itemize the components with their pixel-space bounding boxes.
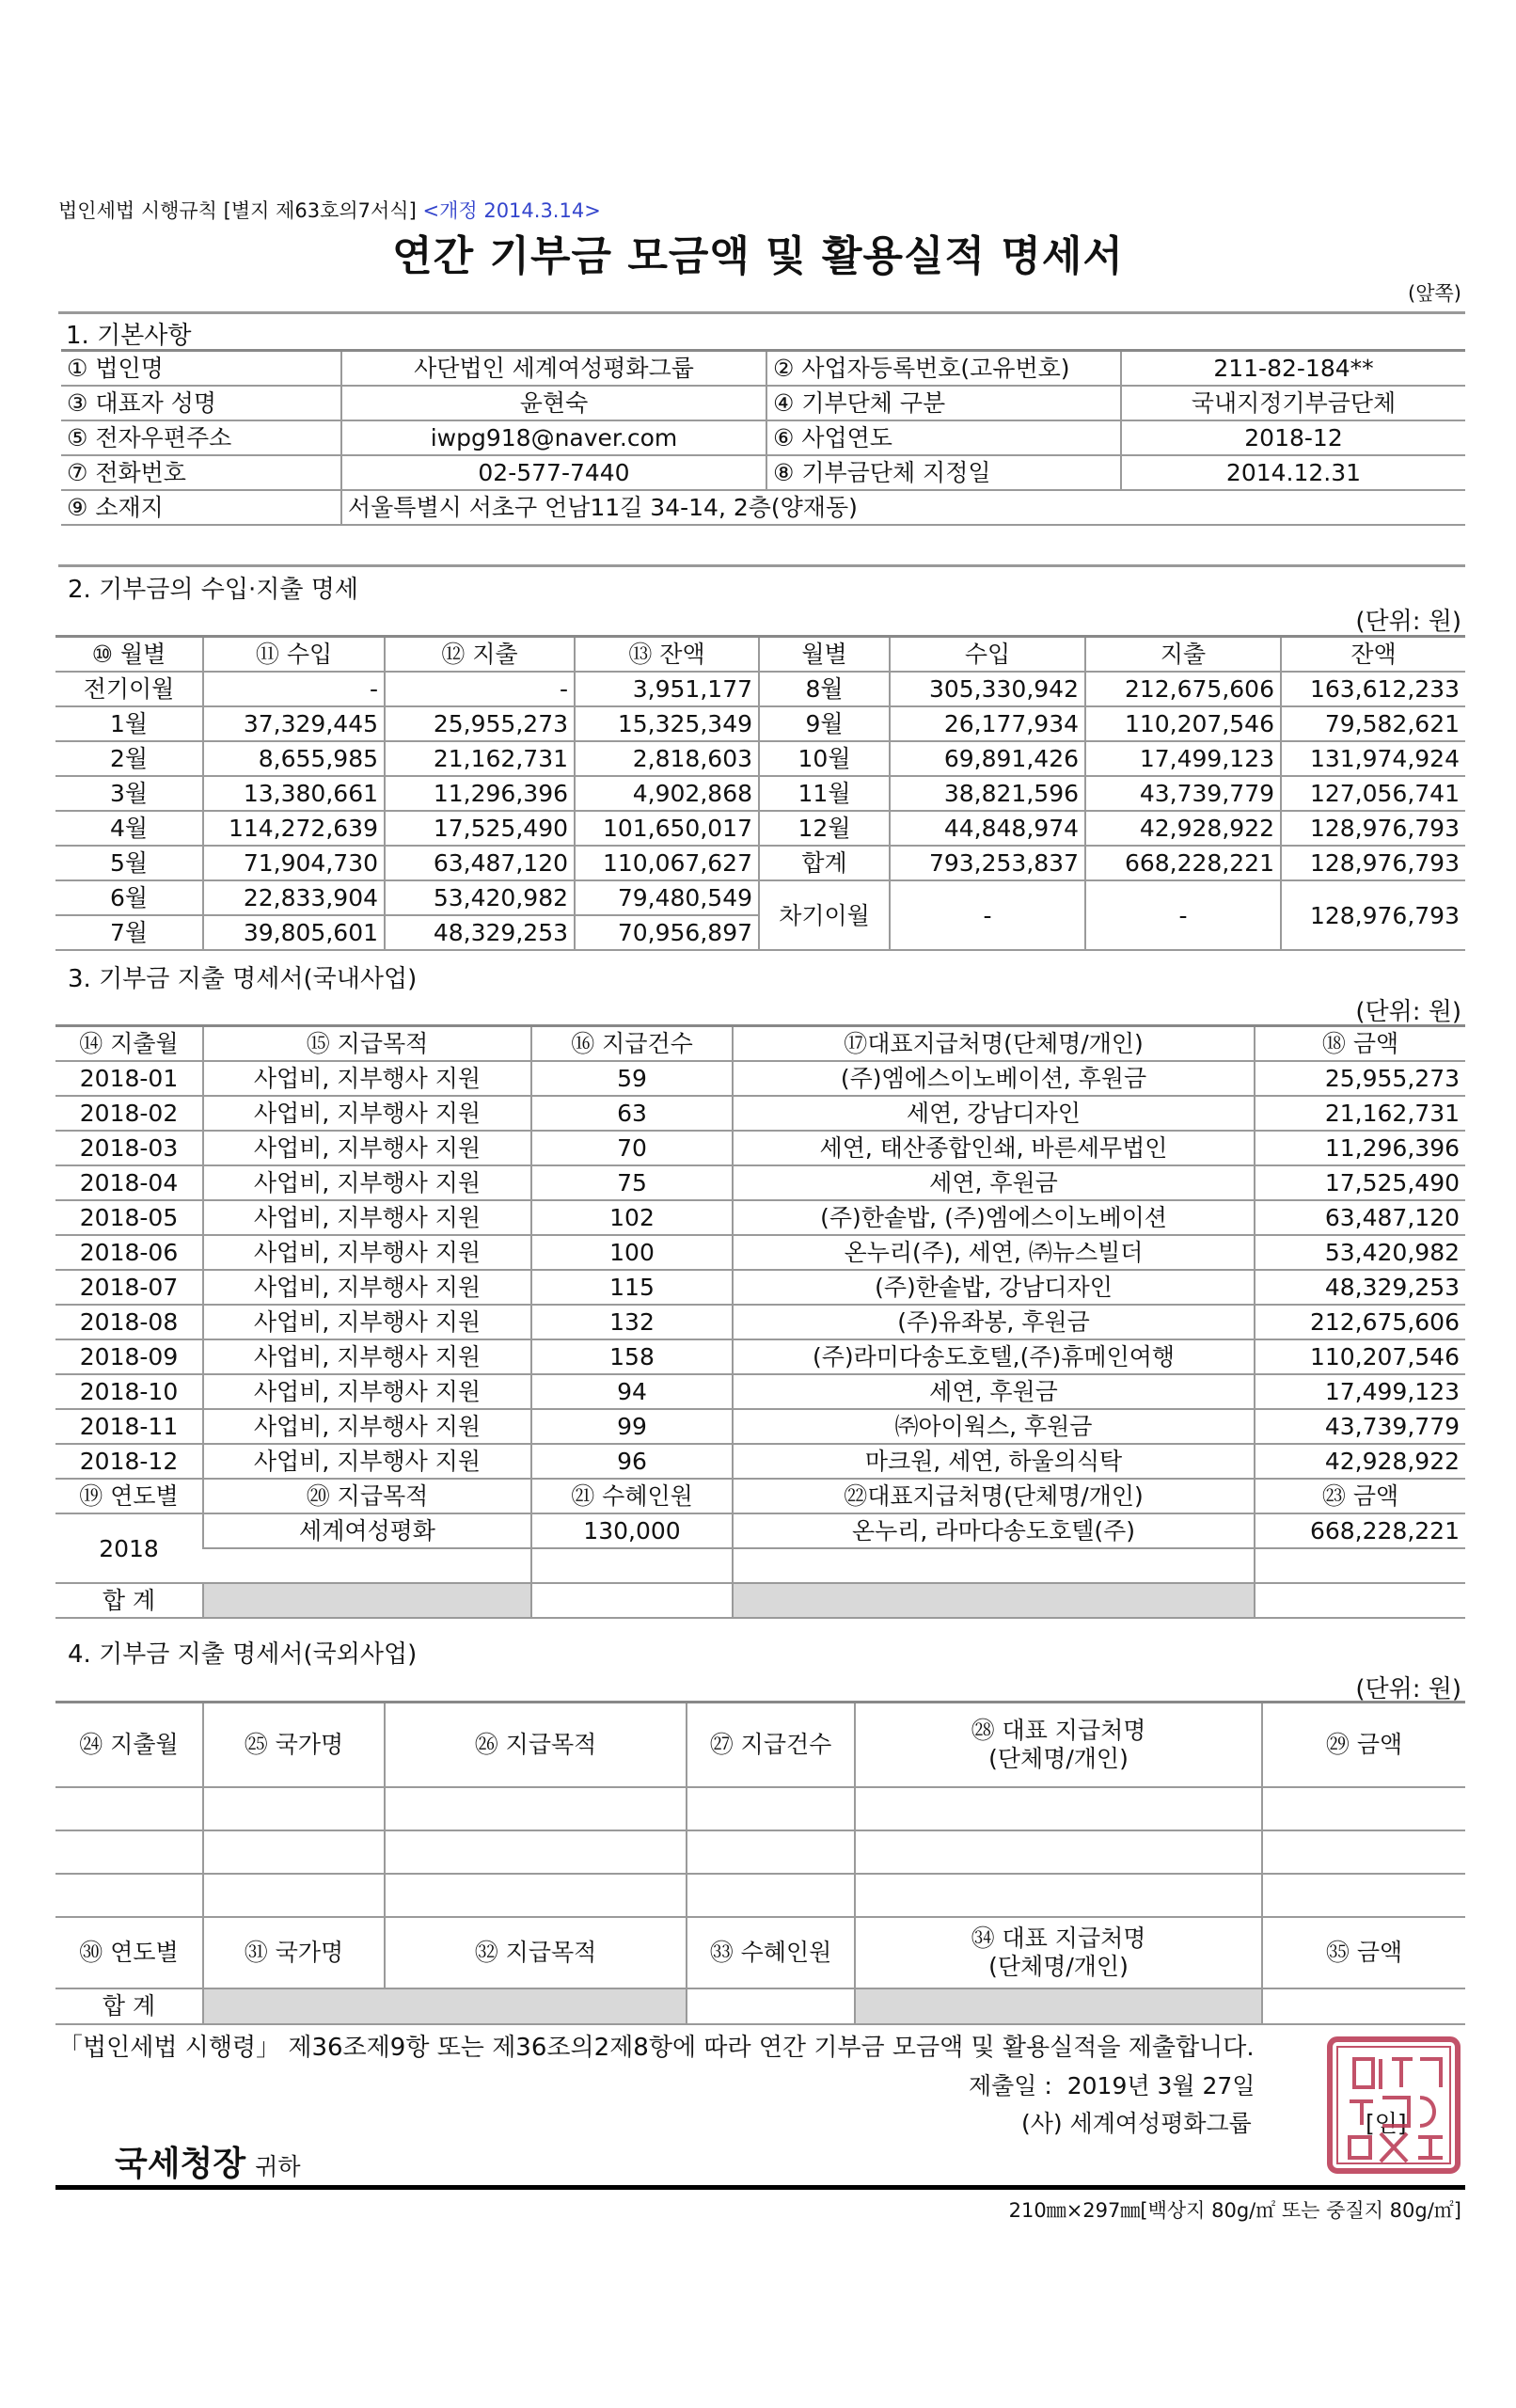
table-row [55,1409,1465,1444]
month-label: 9월 [759,706,890,741]
empty-cell [55,1830,203,1874]
amount-cell: 79,582,621 [1281,706,1465,741]
table-cell: (주)한솥밥, (주)엠에스이노베이션 [733,1200,1255,1235]
table-cell: 75 [531,1165,733,1200]
table-row [61,351,1465,387]
month-label: 6월 [55,880,203,915]
table-row [55,1026,1465,1062]
seal-mark: [인] [1366,2110,1407,2137]
table-cell: 사업비, 지부행사 지원 [203,1096,531,1131]
empty-cell [385,1830,687,1874]
unit-label: (단위: 원) [1355,1675,1461,1703]
month-label: 10월 [759,741,890,776]
table-cell: 온누리, 라마다송도호텔(주) [733,1513,1255,1548]
unit-label: (단위: 원) [1355,998,1461,1026]
month-label: 1월 [55,706,203,741]
divider [55,2185,1465,2190]
table-row [55,1096,1465,1131]
month-label: 4월 [55,811,203,846]
amount-cell: - [890,880,1085,950]
column-header [855,1917,1262,1988]
amount-cell: - [203,672,385,706]
column-header: 잔액 [1281,637,1465,673]
table-cell: 63 [531,1096,733,1131]
amount-cell: 63,487,120 [1255,1200,1465,1235]
field-label: ⑧ 기부금단체 지정일 [766,455,1121,490]
table-cell: 2018-08 [55,1305,203,1339]
column-header: ㉓ 금액 [1255,1479,1465,1513]
empty-cell [687,1830,855,1874]
table-cell: 2018-10 [55,1374,203,1409]
column-header: 월별 [759,637,890,673]
amount-cell: 25,955,273 [1255,1061,1465,1096]
table-cell: 2018-12 [55,1444,203,1479]
submitter-org: (사) 세계여성평화그룹 [1021,2110,1252,2137]
amount-cell: 110,207,546 [1255,1339,1465,1374]
column-header: ⑰대표지급처명(단체명/개인) [733,1026,1255,1062]
shaded-cell [203,1583,531,1618]
column-header: ⑬ 잔액 [575,637,759,673]
table-cell: ㈜아이웍스, 후원금 [733,1409,1255,1444]
field-value: 02-577-7440 [341,455,766,490]
column-header: ㉕ 국가명 [203,1703,385,1788]
table-row [61,420,1465,455]
amount-cell: 43,739,779 [1085,776,1281,811]
column-header: ⑱ 금액 [1255,1026,1465,1062]
amount-cell: 110,067,627 [575,846,759,880]
page-side: (앞쪽) [1408,282,1461,305]
table-row [55,1131,1465,1165]
amount-cell: 15,325,349 [575,706,759,741]
table-row [55,1235,1465,1270]
column-header: ㉛ 국가명 [203,1917,385,1988]
column-header: ㉗ 지급건수 [687,1703,855,1788]
table-cell: 2018-02 [55,1096,203,1131]
amount-cell: - [385,672,575,706]
shaded-cell [203,1988,687,2024]
month-label: 전기이월 [55,672,203,706]
amount-cell: 212,675,606 [1085,672,1281,706]
month-label: 8월 [759,672,890,706]
column-header: ㉔ 지출월 [55,1703,203,1788]
table-row [55,741,1465,776]
table-cell: 2018-11 [55,1409,203,1444]
domestic-expense-table [55,1024,1465,1619]
field-value: 211-82-184** [1121,351,1465,387]
page-title: 연간 기부금 모금액 및 활용실적 명세서 [392,232,1124,280]
table-row [55,1270,1465,1305]
table-row [55,1917,1465,1988]
empty-cell [687,1787,855,1830]
table-row [55,880,1465,915]
amount-cell: 42,928,922 [1085,811,1281,846]
column-header: 수입 [890,637,1085,673]
column-header: ⑲ 연도별 [55,1479,203,1513]
total-label: 합 계 [55,1988,203,2024]
month-label: 2월 [55,741,203,776]
table-cell: 세연, 강남디자인 [733,1096,1255,1131]
amount-cell: 163,612,233 [1281,672,1465,706]
empty-cell [385,1874,687,1917]
amount-cell: 21,162,731 [1255,1096,1465,1131]
amount-cell: 17,525,490 [385,811,575,846]
header-line: ㉞ 대표 지급처명 [971,1925,1146,1952]
empty-cell [1262,1830,1465,1874]
table-cell: 2018-09 [55,1339,203,1374]
table-cell: 70 [531,1131,733,1165]
amount-cell: 114,272,639 [203,811,385,846]
table-row [55,1787,1465,1830]
field-value: 2018-12 [1121,420,1465,455]
empty-cell [55,1787,203,1830]
month-label: 합계 [759,846,890,880]
table-cell: 세연, 태산종합인쇄, 바른세무법인 [733,1131,1255,1165]
column-header: ⑩ 월별 [55,637,203,673]
table-cell: 2018-07 [55,1270,203,1305]
table-cell: 사업비, 지부행사 지원 [203,1444,531,1479]
table-row [55,1061,1465,1096]
table-row [55,811,1465,846]
amount-cell: 668,228,221 [1085,846,1281,880]
table-row [55,1830,1465,1874]
empty-cell [687,1874,855,1917]
table-cell: 온누리(주), 세연, ㈜뉴스빌더 [733,1235,1255,1270]
amount-cell: 3,951,177 [575,672,759,706]
column-header [855,1703,1262,1788]
amount-cell: 11,296,396 [385,776,575,811]
table-cell: 99 [531,1409,733,1444]
amount-cell: 39,805,601 [203,915,385,950]
header-subline: (단체명/개인) [988,1953,1129,1980]
month-label: 5월 [55,846,203,880]
empty-cell [203,1874,385,1917]
month-label: 7월 [55,915,203,950]
empty-cell [687,1988,855,2024]
amount-cell: 4,902,868 [575,776,759,811]
table-cell: 세연, 후원금 [733,1374,1255,1409]
amount-cell: 212,675,606 [1255,1305,1465,1339]
submission-date: 제출일 : 2019년 3월 27일 [969,2072,1255,2099]
table-cell: 130,000 [531,1513,733,1548]
field-value: iwpg918@naver.com [341,420,766,455]
amount-cell: 79,480,549 [575,880,759,915]
month-label: 12월 [759,811,890,846]
column-header: ⑮ 지급목적 [203,1026,531,1062]
form-regulation: 법인세법 시행규칙 [별지 제63호의7서식] <개정 2014.3.14> [58,199,601,222]
table-row [55,706,1465,741]
table-cell: 115 [531,1270,733,1305]
amount-cell: 17,525,490 [1255,1165,1465,1200]
table-row [55,846,1465,880]
amount-cell: 44,848,974 [890,811,1085,846]
amount-cell: 63,487,120 [385,846,575,880]
empty-cell [855,1874,1262,1917]
amount-cell: 70,956,897 [575,915,759,950]
table-cell: (주)라미다송도호텔,(주)휴메인여행 [733,1339,1255,1374]
table-cell: 2018-03 [55,1131,203,1165]
table-row [55,1548,1465,1583]
shaded-cell [733,1583,1255,1618]
recipient: 국세청장 귀하 [115,2145,301,2183]
amount-cell: 43,739,779 [1255,1409,1465,1444]
column-header: 지출 [1085,637,1281,673]
table-row [61,455,1465,490]
table-cell: 사업비, 지부행사 지원 [203,1409,531,1444]
amount-cell: 2,818,603 [575,741,759,776]
empty-cell [531,1548,733,1583]
column-header: ⑳ 지급목적 [203,1479,531,1513]
table-cell: 2018-01 [55,1061,203,1096]
table-cell: 59 [531,1061,733,1096]
amount-cell: 110,207,546 [1085,706,1281,741]
unit-label: (단위: 원) [1355,608,1461,636]
table-cell: 96 [531,1444,733,1479]
total-label: 합 계 [55,1583,203,1618]
empty-cell [855,1787,1262,1830]
table-row [55,1200,1465,1235]
amount-cell: 128,976,793 [1281,880,1465,950]
table-cell: (주)유좌봉, 후원금 [733,1305,1255,1339]
amount-cell: 11,296,396 [1255,1131,1465,1165]
empty-cell [203,1548,531,1583]
table-cell: 100 [531,1235,733,1270]
table-cell: 2018-04 [55,1165,203,1200]
section-overseas-title: 4. 기부금 지출 명세서(국외사업) [68,1640,418,1669]
amount-cell: 69,891,426 [890,741,1085,776]
amount-cell: 48,329,253 [385,915,575,950]
amount-cell: 127,056,741 [1281,776,1465,811]
column-header: ㉜ 지급목적 [385,1917,687,1988]
divider [58,311,1465,314]
amount-cell: 71,904,730 [203,846,385,880]
amount-cell: 48,329,253 [1255,1270,1465,1305]
table-cell: (주)한솥밥, 강남디자인 [733,1270,1255,1305]
divider [58,564,1465,567]
empty-cell [1262,1988,1465,2024]
amount-cell: 131,974,924 [1281,741,1465,776]
table-cell: 세계여성평화 [203,1513,531,1548]
empty-cell [531,1583,733,1618]
column-header: ㉝ 수혜인원 [687,1917,855,1988]
table-row [55,1874,1465,1917]
empty-cell [203,1830,385,1874]
official-seal-stamp [1326,2036,1461,2175]
table-row [55,1479,1465,1513]
field-value: 윤현숙 [341,386,766,420]
month-label: 11월 [759,776,890,811]
paper-spec: 210㎜×297㎜[백상지 80g/㎡ 또는 중질지 80g/㎡] [1008,2199,1461,2222]
column-header: ㉒대표지급처명(단체명/개인) [733,1479,1255,1513]
table-cell: 사업비, 지부행사 지원 [203,1339,531,1374]
month-label: 차기이월 [759,880,890,950]
empty-cell [733,1548,1255,1583]
empty-cell [55,1874,203,1917]
empty-cell [203,1787,385,1830]
column-header: ⑪ 수입 [203,637,385,673]
amount-cell: 22,833,904 [203,880,385,915]
table-row [55,1339,1465,1374]
amount-cell: 101,650,017 [575,811,759,846]
empty-cell [1255,1548,1465,1583]
field-label: ⑦ 전화번호 [61,455,341,490]
column-header: ⑯ 지급건수 [531,1026,733,1062]
column-header: ㉑ 수혜인원 [531,1479,733,1513]
table-cell: 사업비, 지부행사 지원 [203,1270,531,1305]
column-header: ㉙ 금액 [1262,1703,1465,1788]
section-domestic-title: 3. 기부금 지출 명세서(국내사업) [68,965,418,993]
table-row [55,1374,1465,1409]
amount-cell: 13,380,661 [203,776,385,811]
table-cell: 132 [531,1305,733,1339]
amount-cell: 793,253,837 [890,846,1085,880]
table-cell: 사업비, 지부행사 지원 [203,1061,531,1096]
amount-cell: 38,821,596 [890,776,1085,811]
table-row [55,672,1465,706]
table-row [55,1305,1465,1339]
table-cell: 94 [531,1374,733,1409]
table-cell: 102 [531,1200,733,1235]
empty-cell [385,1787,687,1830]
table-cell: 사업비, 지부행사 지원 [203,1200,531,1235]
table-cell: 668,228,221 [1255,1513,1465,1548]
basic-info-table [61,349,1465,526]
amount-cell: 17,499,123 [1085,741,1281,776]
address-value: 서울특별시 서초구 언남11길 34-14, 2층(양재동) [341,490,1465,525]
table-cell: 사업비, 지부행사 지원 [203,1165,531,1200]
revision-note: <개정 2014.3.14> [422,199,601,222]
field-label: ⑨ 소재지 [61,490,341,525]
table-cell: 사업비, 지부행사 지원 [203,1131,531,1165]
table-row [55,1583,1465,1618]
table-row [55,1513,1465,1548]
year-label: 2018 [55,1513,203,1583]
table-cell: 사업비, 지부행사 지원 [203,1235,531,1270]
field-label: ⑥ 사업연도 [766,420,1121,455]
field-label: ② 사업자등록번호(고유번호) [766,351,1121,387]
column-header: ⑭ 지출월 [55,1026,203,1062]
table-row [55,776,1465,811]
column-header: ㉚ 연도별 [55,1917,203,1988]
table-row [55,1988,1465,2024]
amount-cell: 53,420,982 [385,880,575,915]
table-row [55,1703,1465,1788]
table-row [55,1444,1465,1479]
empty-cell [1255,1583,1465,1618]
empty-cell [855,1830,1262,1874]
table-cell: 2018-05 [55,1200,203,1235]
table-row [61,386,1465,420]
table-cell: 158 [531,1339,733,1374]
field-label: ④ 기부단체 구분 [766,386,1121,420]
amount-cell: 53,420,982 [1255,1235,1465,1270]
monthly-income-expense-table [55,635,1465,951]
field-label: ⑤ 전자우편주소 [61,420,341,455]
amount-cell: 305,330,942 [890,672,1085,706]
table-row [61,490,1465,525]
amount-cell: - [1085,880,1281,950]
section-monthly-title: 2. 기부금의 수입·지출 명세 [68,576,359,604]
header-subline: (단체명/개인) [988,1745,1129,1772]
table-cell: 사업비, 지부행사 지원 [203,1374,531,1409]
amount-cell: 128,976,793 [1281,846,1465,880]
table-cell: 2018-06 [55,1235,203,1270]
field-value: 국내지정기부금단체 [1121,386,1465,420]
amount-cell: 17,499,123 [1255,1374,1465,1409]
table-cell: (주)엠에스이노베이션, 후원금 [733,1061,1255,1096]
column-header: ㉖ 지급목적 [385,1703,687,1788]
amount-cell: 37,329,445 [203,706,385,741]
table-row [55,1165,1465,1200]
month-label: 3월 [55,776,203,811]
amount-cell: 42,928,922 [1255,1444,1465,1479]
amount-cell: 128,976,793 [1281,811,1465,846]
amount-cell: 21,162,731 [385,741,575,776]
header-line: ㉘ 대표 지급처명 [971,1717,1146,1744]
shaded-cell [855,1988,1262,2024]
column-header: ⑫ 지출 [385,637,575,673]
submission-statement: 「법인세법 시행령」 제36조제9항 또는 제36조의2제8항에 따라 연간 기부금 모금액 및 활용실적을 제출합니다. [58,2034,1255,2062]
field-label: ③ 대표자 성명 [61,386,341,420]
amount-cell: 8,655,985 [203,741,385,776]
empty-cell [1262,1874,1465,1917]
amount-cell: 26,177,934 [890,706,1085,741]
field-label: ① 법인명 [61,351,341,387]
column-header: ㉟ 금액 [1262,1917,1465,1988]
table-cell: 사업비, 지부행사 지원 [203,1305,531,1339]
section-basic-title: 1. 기본사항 [66,322,192,350]
empty-cell [1262,1787,1465,1830]
table-row [55,637,1465,673]
field-value: 2014.12.31 [1121,455,1465,490]
table-cell: 세연, 후원금 [733,1165,1255,1200]
overseas-expense-table [55,1701,1465,2025]
field-value: 사단법인 세계여성평화그룹 [341,351,766,387]
amount-cell: 25,955,273 [385,706,575,741]
table-cell: 마크원, 세연, 하울의식탁 [733,1444,1255,1479]
